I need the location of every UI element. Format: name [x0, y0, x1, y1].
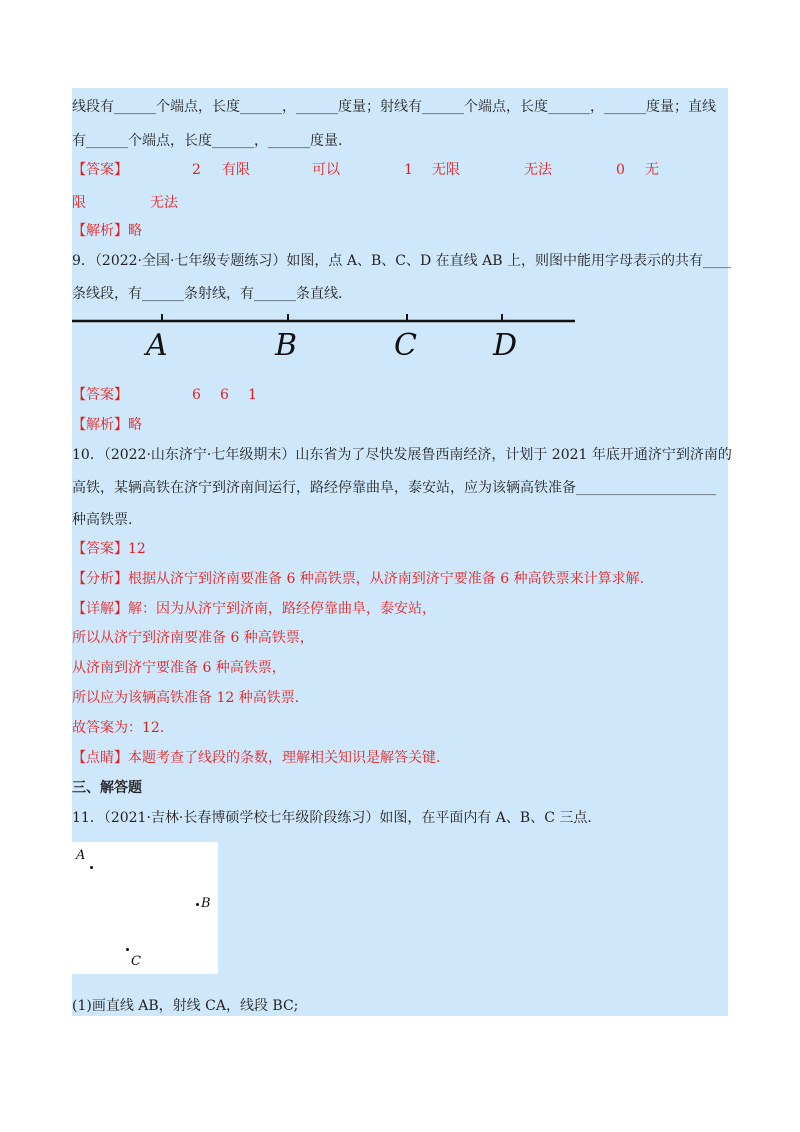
q8-answer-2: 有限 — [222, 162, 250, 178]
q8-line1: 线段有______个端点，长度______，______度量；射线有______个端点，长度______，______度量；直线 — [72, 99, 716, 115]
q11-sub1: (1)画直线 AB，射线 CA，线段 BC; — [72, 998, 299, 1014]
q10-line2: 高铁，某辆高铁在济宁到济南间运行，路经停靠曲阜，泰安站，应为该辆高铁准备____________________ — [72, 480, 716, 496]
q9-answer-1: 6 — [192, 387, 201, 403]
q10-line3: 种高铁票. — [72, 512, 133, 528]
q8-answer-9: 限 — [72, 195, 86, 211]
q9-answer-tag: 【答案】 — [72, 387, 128, 403]
q10-line1: 10．（2022·山东济宁·七年级期末）山东省为了尽快发展鲁西南经济，计划于 2021 年底开通济宁到济南的 — [72, 447, 732, 463]
q9-line2: 条线段，有______条射线，有______条直线. — [72, 286, 343, 302]
q9-answer-2: 6 — [220, 387, 229, 403]
q10-step3: 所以应为该辆高铁准备 12 种高铁票. — [72, 690, 300, 706]
q8-answer-1: 2 — [192, 162, 201, 178]
point-b-dot — [196, 903, 199, 906]
q10-dianjing: 【点睛】本题考查了线段的条数，理解相关知识是解答关键. — [72, 750, 441, 766]
q8-answer-5: 无限 — [432, 162, 460, 178]
q8-analysis: 【解析】略 — [72, 223, 142, 239]
q8-line2: 有______个端点，长度______，______度量. — [72, 133, 343, 149]
point-label-c: C — [131, 954, 141, 969]
point-label-b: B — [275, 328, 298, 363]
q10-answer: 【答案】12 — [72, 541, 146, 557]
point-label-a: A — [146, 328, 168, 363]
point-c-dot — [126, 948, 129, 951]
point-a-dot — [90, 866, 93, 869]
point-label-c: C — [394, 328, 417, 363]
q8-answer-8: 无 — [645, 162, 659, 178]
point-label-b: B — [201, 896, 211, 911]
q8-answer-4: 1 — [404, 162, 413, 178]
q8-answer-3: 可以 — [312, 162, 340, 178]
q10-fenxi: 【分析】根据从济宁到济南要准备 6 种高铁票，从济南到济宁要准备 6 种高铁票来计算求解. — [72, 571, 645, 587]
q10-step2: 从济南到济宁要准备 6 种高铁票， — [72, 660, 286, 676]
q9-line1: 9．（2022·全国·七年级专题练习）如图，点 A、B、C、D 在直线 AB 上，则图中能用字母表示的共有____ — [72, 253, 731, 269]
q9-analysis: 【解析】略 — [72, 417, 142, 433]
q11-points-figure — [72, 842, 218, 974]
point-label-a: A — [76, 848, 86, 863]
q8-answer-10: 无法 — [150, 195, 178, 211]
q8-answer-6: 无法 — [524, 162, 552, 178]
section-title: 三、解答题 — [72, 780, 142, 796]
q10-step1: 所以从济宁到济南要准备 6 种高铁票， — [72, 630, 314, 646]
point-label-d: D — [493, 328, 518, 363]
q8-answer-tag: 【答案】 — [72, 162, 128, 178]
q11-line1: 11．（2021·吉林·长春博硕学校七年级阶段练习）如图，在平面内有 A、B、C 三点. — [72, 810, 592, 826]
q10-xiangjie: 【详解】解：因为从济宁到济南，路经停靠曲阜，泰安站， — [72, 601, 436, 617]
q9-answer-3: 1 — [248, 387, 257, 403]
q10-final: 故答案为：12. — [72, 720, 165, 736]
q8-answer-7: 0 — [616, 162, 625, 178]
